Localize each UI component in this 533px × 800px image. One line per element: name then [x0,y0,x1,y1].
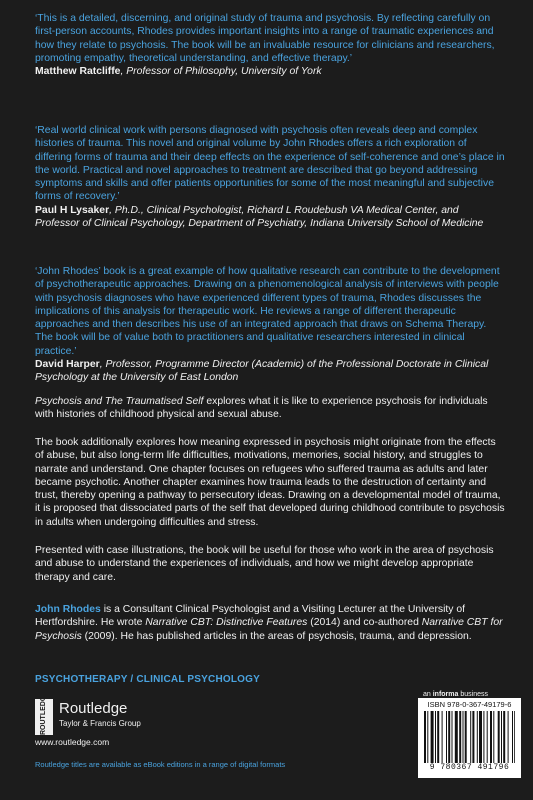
ebook-note: Routledge titles are available as eBook editions in a range of digital formats [35,760,286,769]
barcode-digits: 9 780367 491796 [429,763,510,772]
review-attribution [35,204,505,231]
author-bio: John Rhodes is a Consultant Clinical Psychologist and a Visiting Lecturer at the University of Hertfordshire. He wrote Narrative CBT: Distinctive Features (2014) and co-authored Narrative CBT for Psychosis (2009). He has published articles in the areas of psychosis, trauma, and depression. [35,604,503,642]
subject-category: PSYCHOTHERAPY / CLINICAL PSYCHOLOGY [35,674,260,685]
review-1 [35,12,505,78]
description-text: explores what it is like to experience psychosis for individuals with histories of childhood physical and sexual abuse. [35,396,488,421]
reviewer-name: David Harper [35,359,100,371]
description-text: The book additionally explores how meaning expressed in psychosis might originate from the effects of abuse, but also long-term life difficulties, motivations, memories, social history, and struggles to narrate and understand. One chapter focuses on refugees who suffered trauma as adults and later became psychotic. Another chapter examines how trauma leads to the destruction of certainty and trust, thereby opening a pathway to persecutory ideas. Drawing on a developmental model of trauma, it is proposed that dissociated parts of the self that developed during childhood contribute to psychosis in adults when undergoing difficulties and stress. [35,437,505,528]
description-intro [35,395,505,422]
routledge-logo-icon: ROUTLEDGE [35,699,53,735]
review-quote: ‘John Rhodes’ book is a great example of how qualitative research can contribute to the development of psychotherapeutic approaches. Drawing on a phenomenological analysis of interviews with people with psychosis diagnoses who have experienced different types of trauma, Rhodes discusses the implications of this analysis for therapeutic work. He reviews a range of different therapeutic approaches and then describes his use of an integrated approach that draws on Schema Therapy. The book will be of value both to practitioners and qualitative researchers interested in clinical practice.’ [35,266,500,357]
publisher-name: Routledge [59,700,128,717]
review-attribution [35,65,505,78]
review-3 [35,265,505,385]
description-body [35,436,505,529]
barcode-bars-icon [424,711,515,763]
review-attribution [35,358,505,385]
review-quote: ‘Real world clinical work with persons diagnosed with psychosis often reveals deep and complex histories of trauma. This novel and original volume by John Rhodes offers a rich exploration of differing forms of trauma and their deep effects on the experience of self-coherence and one’s place in the world. Practical and novel approaches to treatment are described that go beyond addressing symptoms and skills and offer patients opportunities for some of the most meaningful and subjective forms of recovery.’ [35,125,505,203]
reviewer-title: , Professor of Philosophy, University of York [120,66,322,78]
reviewer-title: , Ph.D., Clinical Psychologist, Richard L Roudebush VA Medical Center, and Professor of Clinical Psychology, Department of Psychiatry, Indiana University School of Medicine [35,204,484,230]
isbn-label: ISBN 978-0-367-49179-6 [427,700,512,709]
publisher-group: Taylor & Francis Group [59,719,141,728]
reviewer-name: Matthew Ratcliffe [35,66,121,78]
publisher-logo [35,691,235,739]
reviewer-name: Paul H Lysaker [35,204,110,216]
description-text: Presented with case illustrations, the book will be useful for those who work in the area of psychosis and abuse to understand the experiences of individuals, and how we might develop appropriate therapy and care. [35,545,494,583]
description-summary [35,544,505,584]
book-title: Psychosis and The Traumatised Self [35,396,204,407]
review-2 [35,124,505,230]
isbn-barcode [418,698,521,778]
review-quote: ‘This is a detailed, discerning, and original study of trauma and psychosis. By reflecting carefully on first-person accounts, Rhodes provides important insights into a range of traumatic experiences and how they relate to psychosis. The book will be an invaluable resource for clinicians and researchers, promoting empathy, theoretical understanding, and effective therapy.’ [35,13,495,64]
informa-tagline: an informa business [423,691,488,698]
author-name: John Rhodes [35,604,101,615]
reviewer-title: , Professor, Programme Director (Academic) of the Professional Doctorate in Clinical Psychology at the University of East London [35,359,489,384]
publisher-website: www.routledge.com [35,737,110,747]
